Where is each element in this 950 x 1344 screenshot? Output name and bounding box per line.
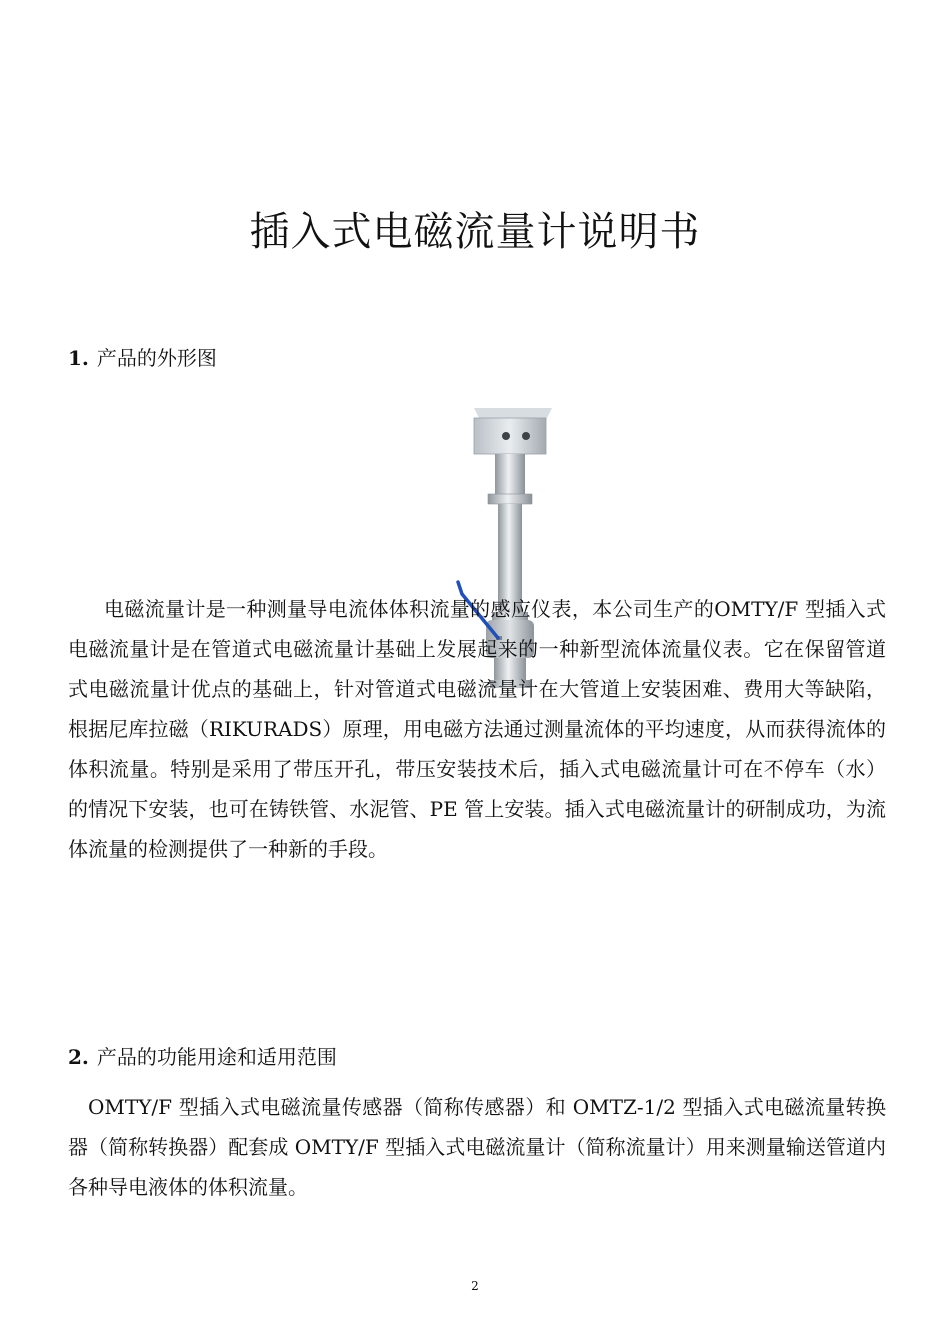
section-heading-1 <box>68 343 217 373</box>
section-2-paragraph: OMTY/F 型插入式电磁流量传感器（简称传感器）和 OMTZ-1/2 型插入式电磁流量转换器（简称转换器）配套成 OMTY/F 型插入式电磁流量计（简称流量计）用来测量输送管道内各种导电液体的体积流量。 <box>68 1095 886 1199</box>
section-1-paragraph: 电磁流量计是一种测量导电流体体积流量的感应仪表，本公司生产的OMTY/F 型插入式电磁流量计是在管道式电磁流量计基础上发展起来的一种新型流体流量仪表。它在保留管道式电磁流量计优点的基础上，针对管道式电磁流量计在大管道上安装困难、费用大等缺陷，根据尼库拉磁（RIKURADS）原理，用电磁方法通过测量流体的平均速度，从而获得流体的体积流量。特别是采用了带压开孔，带压安装技术后，插入式电磁流量计可在不停车（水）的情况下安装，也可在铸铁管、水泥管、PE 管上安装。插入式电磁流量计的研制成功，为流体流量的检测提供了一种新的手段。 <box>68 597 886 861</box>
section-heading-2 <box>68 1042 337 1072</box>
section-number: 1. <box>68 346 89 370</box>
section-heading-text: 产品的外形图 <box>96 346 217 370</box>
page-number: 2 <box>471 1279 479 1293</box>
page-title: 插入式电磁流量计说明书 <box>249 209 701 255</box>
section-number: 2. <box>68 1045 89 1069</box>
section-heading-text: 产品的功能用途和适用范围 <box>96 1045 337 1069</box>
